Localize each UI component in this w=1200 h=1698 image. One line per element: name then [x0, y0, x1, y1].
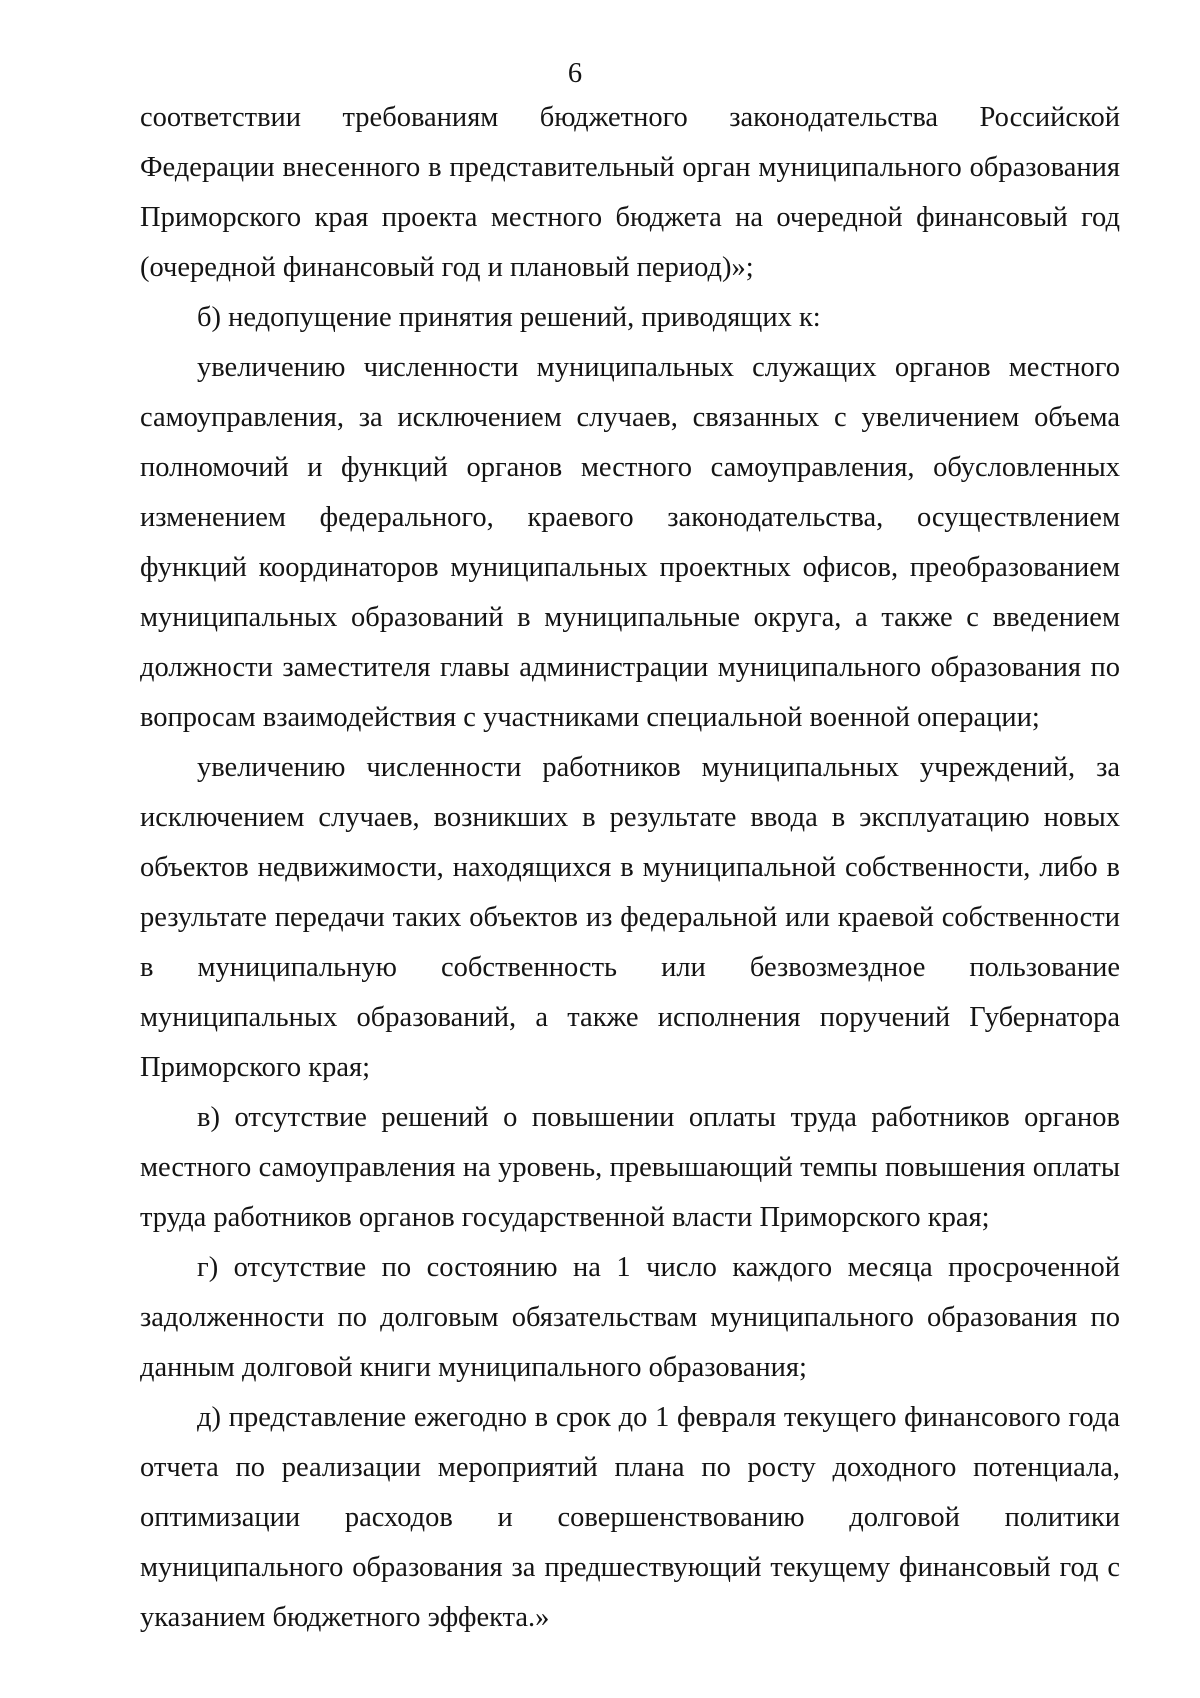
- document-body: [140, 93, 1120, 1643]
- paragraph-item-g: г) отсутствие по состоянию на 1 число каждого месяца просроченной задолженности по долговым обязательствам муниципального образования по данным долговой книги муниципального образования;: [140, 1252, 1120, 1383]
- paragraph-staff-increase: увеличению численности муниципальных служащих органов местного самоуправления, за исключением случаев, связанных с увеличением объема полномочий и функций органов местного самоуправления, обусловленных изменением федерального, краевого законодательства, осуществлением функций координаторов муниципальных проектных офисов, преобразованием муниципальных образований в муниципальные округа, а также с введением должности заместителя главы администрации муниципального образования по вопросам взаимодействия с участниками специальной военной операции;: [140, 352, 1120, 733]
- paragraph-item-b: б) недопущение принятия решений, приводящих к:: [197, 302, 821, 333]
- paragraph-item-d: д) представление ежегодно в срок до 1 февраля текущего финансового года отчета по реализации мероприятий плана по росту доходного потенциала, оптимизации расходов и совершенствованию долговой политики муниципального образования за предшествующий текущему финансовый год с указанием бюджетного эффекта.»: [140, 1402, 1120, 1633]
- paragraph-continuation: соответствии требованиям бюджетного законодательства Российской Федерации внесенного в представительный орган муниципального образования Приморского края проекта местного бюджета на очередной финансовый год (очередной финансовый год и плановый период)»;: [140, 102, 1120, 283]
- paragraph-workers-increase: увеличению численности работников муниципальных учреждений, за исключением случаев, возникших в результате ввода в эксплуатацию новых объектов недвижимости, находящихся в муниципальной собственности, либо в результате передачи таких объектов из федеральной или краевой собственности в муниципальную собственность или безвозмездное пользование муниципальных образований, а также исполнения поручений Губернатора Приморского края;: [140, 752, 1120, 1083]
- page-number: 6: [567, 58, 583, 89]
- paragraph-item-v: в) отсутствие решений о повышении оплаты труда работников органов местного самоуправления на уровень, превышающий темпы повышения оплаты труда работников органов государственной власти Приморского края;: [140, 1102, 1120, 1233]
